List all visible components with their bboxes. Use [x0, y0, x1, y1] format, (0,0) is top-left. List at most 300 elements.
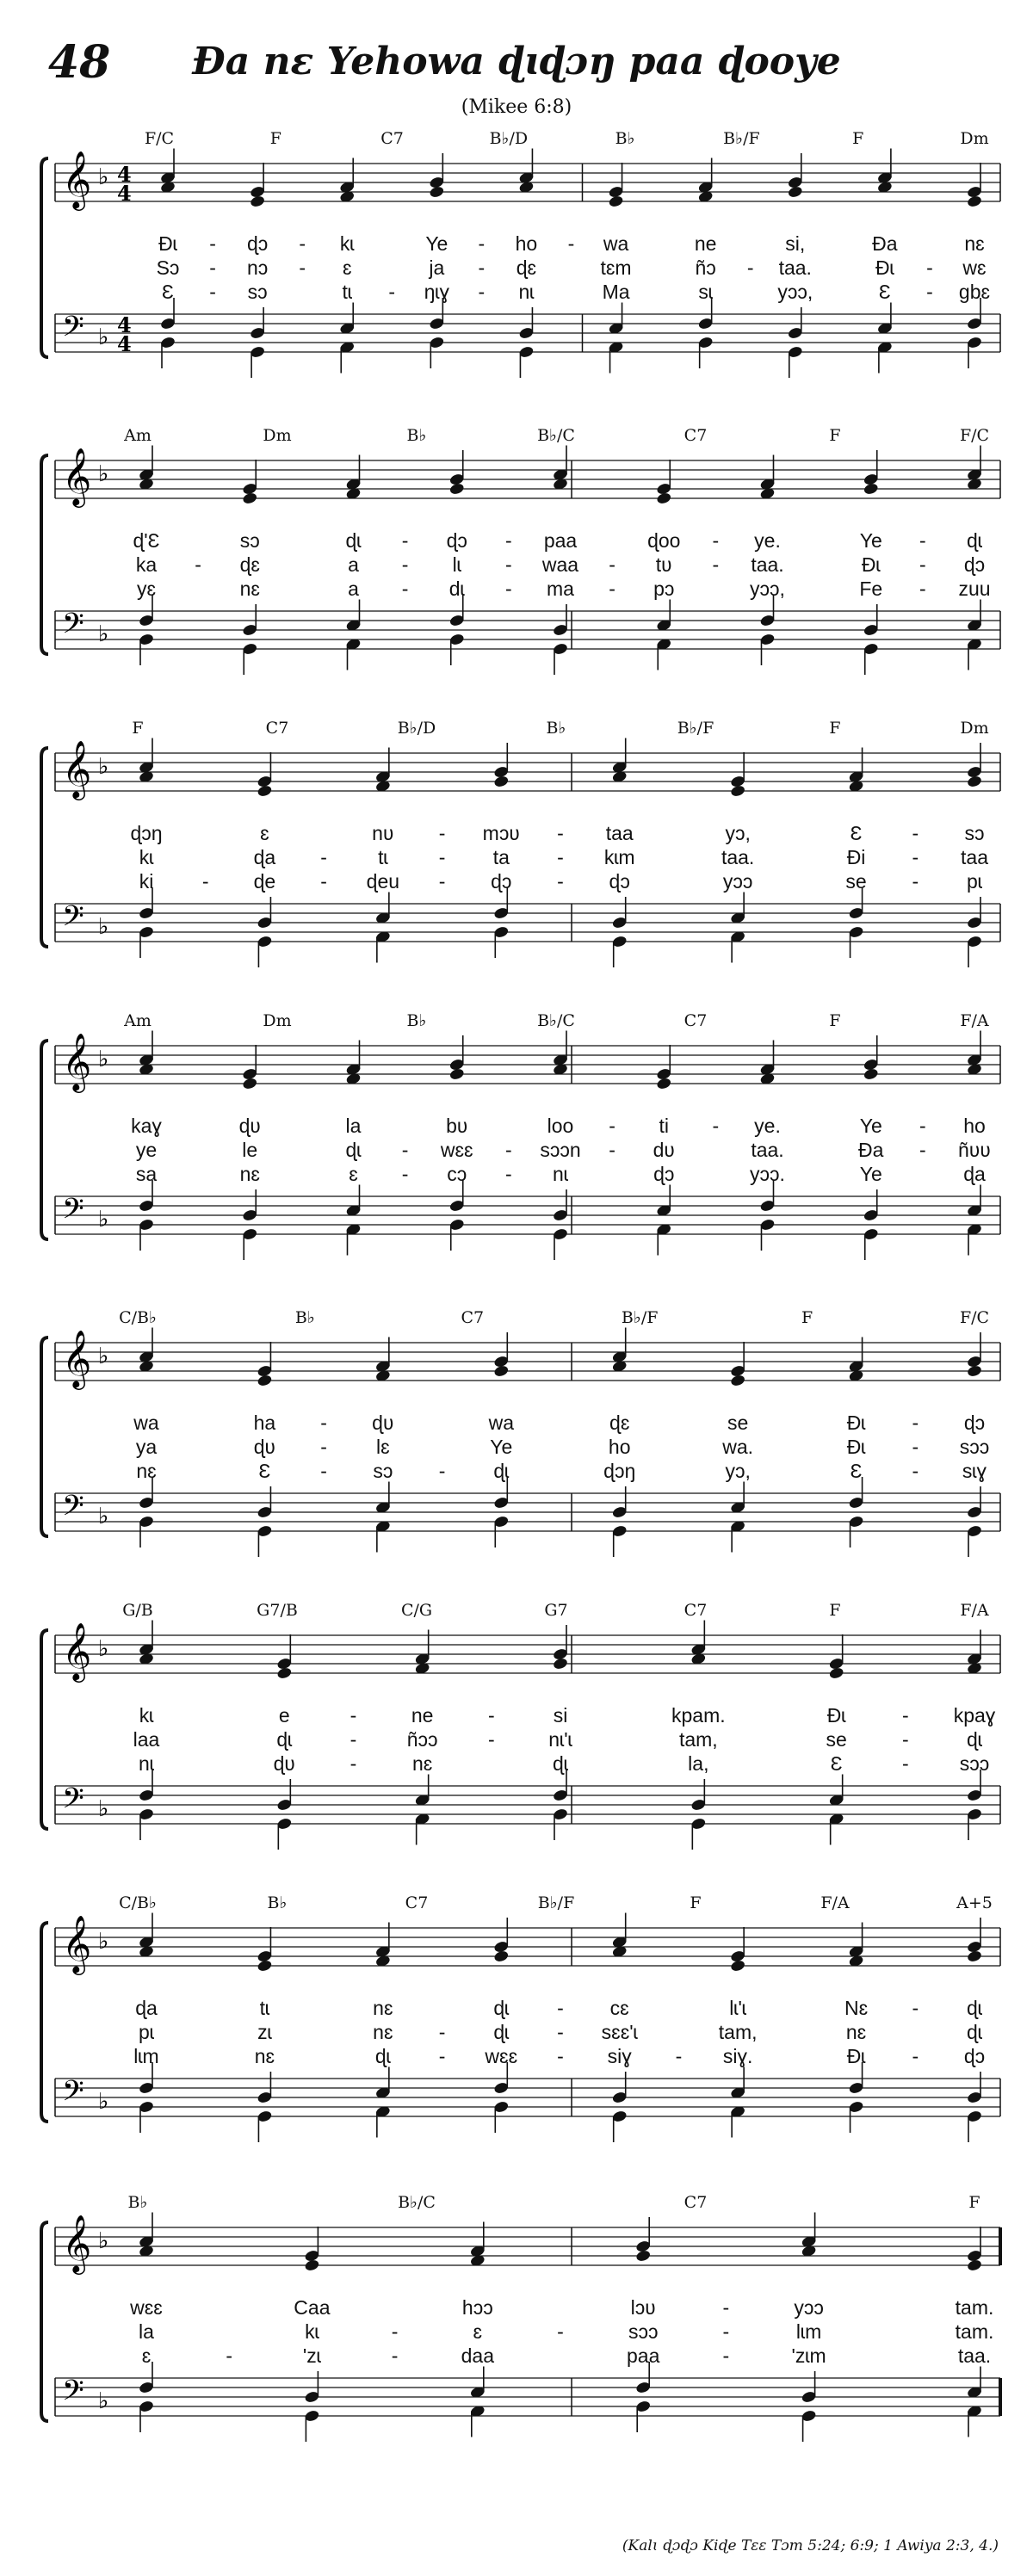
lyric-syllable: Ɖi [846, 846, 866, 868]
lyric-syllable: ɖʋ [253, 1436, 276, 1458]
lyric-syllable: ɖɩ [967, 1728, 982, 1751]
treble-clef-icon: 𝄞 [62, 447, 92, 505]
system-bracket [41, 1337, 48, 1536]
lyric-hyphen: - [320, 846, 327, 868]
chord-symbol: G7/B [257, 1601, 298, 1620]
chord-symbol: C/B♭ [119, 1308, 157, 1327]
lyric-syllable: waa [541, 553, 579, 576]
chord-symbol: G7 [544, 1601, 568, 1620]
lyric-syllable: si, [785, 232, 806, 255]
lyric-syllable: sɔɔ [628, 2320, 659, 2343]
lyric-syllable: ɖɩ [345, 529, 362, 552]
lyric-syllable: ɖɛ [516, 256, 537, 279]
lyric-syllable: 'zɩ [302, 2344, 321, 2367]
lyric-syllable: ñɔ [695, 256, 716, 279]
lyric-hyphen: - [299, 232, 306, 255]
lyric-hyphen: - [478, 281, 486, 303]
chord-symbol: C/B♭ [119, 1893, 157, 1912]
treble-clef-icon: 𝄞 [62, 2214, 92, 2272]
lyric-syllable: Sɔ [156, 256, 180, 279]
lyric-syllable: tɩ [259, 1997, 270, 2019]
score-system [0, 2193, 1033, 2477]
chord-symbol: Dm [263, 426, 292, 445]
lyric-syllable: ɛ [260, 822, 269, 844]
chord-symbol: B♭ [406, 1011, 427, 1030]
lyric-hyphen: - [349, 1728, 357, 1751]
lyric-hyphen: - [438, 822, 446, 844]
lyric-syllable: Ɖɩ [875, 256, 894, 279]
lyric-syllable: nɩ [553, 1163, 568, 1185]
lyric-syllable: e [278, 1704, 290, 1727]
lyric-hyphen: - [401, 578, 409, 600]
lyric-syllable: nɩ [139, 1752, 154, 1775]
lyric-syllable: siɣ. [722, 2045, 753, 2067]
chord-symbol: G/B [122, 1601, 153, 1620]
lyric-hyphen: - [926, 256, 933, 279]
note-head [493, 1364, 510, 1378]
lyric-syllable: ɖa [253, 846, 276, 868]
lyric-syllable: dɩ [448, 578, 465, 600]
lyric-syllable: Ye [425, 232, 448, 255]
lyric-syllable: ɖɩ [374, 2045, 391, 2067]
lyric-syllable: 'zɩm [791, 2344, 826, 2367]
lyric-syllable: ɖɩ [345, 1139, 362, 1161]
chord-symbol: C7 [380, 129, 404, 148]
chord-symbol: F/C [144, 129, 175, 148]
lyric-syllable: nɛ [373, 2021, 393, 2043]
lyric-hyphen: - [557, 846, 564, 868]
lyric-syllable: la [345, 1115, 362, 1137]
note-head [828, 1666, 844, 1680]
staff-svg [0, 1893, 1033, 2178]
lyric-syllable: yɔ, [725, 1460, 751, 1482]
lyric-syllable: tɛm [600, 256, 632, 279]
lyric-syllable: ne [411, 1704, 434, 1727]
lyric-hyphen: - [226, 2344, 233, 2367]
lyric-hyphen: - [505, 578, 512, 600]
lyric-syllable: wa [488, 1412, 514, 1434]
lyric-hyphen: - [919, 1139, 926, 1161]
note-head [448, 1067, 465, 1081]
lyric-syllable: bʋ [446, 1115, 468, 1137]
flat-key-icon: ♭ [98, 2228, 109, 2254]
lyric-hyphen: - [609, 553, 615, 576]
lyric-hyphen: - [438, 2021, 446, 2043]
lyric-syllable: lɩ'ɩ [729, 1997, 747, 2019]
lyric-syllable: ɖɩ [967, 529, 982, 552]
lyric-hyphen: - [401, 529, 409, 552]
lyric-syllable: nʋ [372, 822, 394, 844]
lyric-hyphen: - [401, 553, 409, 576]
note-head [656, 1077, 672, 1090]
lyric-hyphen: - [926, 281, 933, 303]
note-head [429, 185, 445, 199]
song-header [0, 0, 1033, 120]
lyric-syllable: lɩm [133, 2045, 159, 2067]
note-head [787, 185, 803, 199]
lyric-syllable: nɛ [254, 2045, 275, 2067]
lyric-syllable: nɛ [239, 1163, 260, 1185]
lyric-syllable: taa. [751, 1139, 784, 1161]
lyric-hyphen: - [209, 232, 216, 255]
chord-symbol: B♭/C [537, 1011, 575, 1030]
lyric-syllable: si [553, 1704, 568, 1727]
chord-symbol: Dm [960, 129, 989, 148]
flat-key-icon: ♭ [98, 164, 109, 190]
chord-symbol: Am [124, 1011, 152, 1030]
chord-symbol: B♭/D [397, 719, 436, 738]
bass-clef-icon: 𝄢 [62, 2075, 84, 2115]
lyric-hyphen: - [919, 578, 926, 600]
lyric-syllable: sɔɔn [540, 1139, 581, 1161]
lyric-syllable: sɔ [373, 1460, 393, 1482]
lyric-syllable: Ye [490, 1436, 513, 1458]
lyric-syllable: ɖɩ [493, 1460, 510, 1482]
song-title: Ɖa nɛ Yehowa ɖɩɖɔŋ paa ɖooye [192, 40, 841, 83]
lyric-syllable: wɛ [962, 256, 987, 279]
lyric-syllable: laa [133, 1728, 160, 1751]
lyric-syllable: kɩ [139, 1704, 154, 1727]
lyric-hyphen: - [487, 1704, 495, 1727]
lyric-hyphen: - [320, 1460, 327, 1482]
system-bracket [41, 1923, 48, 2122]
lyric-syllable: tɩ [378, 846, 388, 868]
lyric-syllable: se [727, 1412, 749, 1434]
lyric-syllable: ɖa [963, 1163, 986, 1185]
lyric-hyphen: - [609, 578, 615, 600]
lyric-syllable: nɛ [136, 1460, 157, 1482]
lyric-syllable: ɛ [141, 2344, 152, 2367]
lyric-syllable: ti [659, 1115, 669, 1137]
lyric-syllable: Ɛ [878, 281, 891, 303]
note-head [967, 775, 983, 788]
chord-symbol: F [690, 1893, 702, 1912]
lyric-syllable: ñɔɔ [406, 1728, 438, 1751]
note-head [635, 2249, 652, 2263]
lyric-syllable: nɩ'ɩ [548, 1728, 572, 1751]
chord-symbol: B♭/C [398, 2193, 436, 2212]
lyric-syllable: taa [605, 822, 634, 844]
chord-symbol: B♭/F [677, 719, 714, 738]
lyric-hyphen: - [505, 553, 512, 576]
lyric-syllable: ɖɔ [963, 1412, 986, 1434]
lyric-syllable: ɖɔ [963, 553, 986, 576]
lyric-syllable: se [826, 1728, 847, 1751]
lyric-syllable: sɔɔ [959, 1752, 990, 1775]
flat-key-icon: ♭ [98, 1504, 109, 1529]
bass-clef-icon: 𝄢 [62, 1782, 84, 1822]
lyric-syllable: kpam. [671, 1704, 726, 1727]
score-system [0, 129, 1033, 413]
lyric-syllable: Ye [859, 1163, 882, 1185]
chord-symbol: C7 [265, 719, 289, 738]
lyric-syllable: sɔɔ [959, 1436, 990, 1458]
lyric-syllable: ɖɔ [653, 1163, 675, 1185]
lyric-syllable: nɛ [239, 578, 260, 600]
lyric-hyphen: - [505, 529, 512, 552]
lyric-syllable: ka [135, 553, 158, 576]
flat-key-icon: ♭ [98, 914, 109, 940]
lyric-syllable: ha [253, 1412, 276, 1434]
lyric-hyphen: - [438, 1460, 446, 1482]
chord-symbol: A+5 [956, 1893, 993, 1912]
note-head [656, 491, 672, 505]
note-head [257, 1374, 273, 1387]
lyric-syllable: kɩ [305, 2320, 319, 2343]
lyric-syllable: kpaɣ [953, 1704, 996, 1727]
lyric-hyphen: - [557, 2320, 564, 2343]
lyric-hyphen: - [901, 1704, 909, 1727]
lyric-hyphen: - [919, 529, 926, 552]
lyric-syllable: yɔɔ, [750, 578, 785, 600]
score-system [0, 1601, 1033, 1885]
chord-symbol: B♭/D [489, 129, 529, 148]
chord-symbol: F [132, 719, 144, 738]
lyric-syllable: ɖɩ [553, 1752, 568, 1775]
treble-clef-icon: 𝄞 [62, 739, 92, 798]
time-signature-top: 4 [117, 162, 132, 187]
lyric-hyphen: - [609, 1115, 615, 1137]
lyric-hyphen: - [391, 2320, 399, 2343]
chord-symbol: F [829, 719, 841, 738]
treble-clef-icon: 𝄞 [62, 1032, 92, 1090]
note-head [730, 1374, 746, 1387]
lyric-syllable: kɩm [603, 846, 635, 868]
chord-symbol: B♭/F [723, 129, 760, 148]
lyric-syllable: ho [963, 1115, 986, 1137]
lyric-syllable: ɖa [135, 1997, 158, 2019]
lyric-syllable: yɔɔ. [750, 1163, 785, 1185]
lyric-hyphen: - [349, 1752, 357, 1775]
lyric-syllable: sɩɣ [962, 1460, 987, 1482]
lyric-syllable: Caa [294, 2296, 331, 2319]
lyric-syllable: ja [429, 256, 445, 279]
flat-key-icon: ♭ [98, 1207, 109, 1232]
lyric-syllable: ñʋʋ [958, 1139, 991, 1161]
lyric-hyphen: - [901, 1752, 909, 1775]
lyric-hyphen: - [478, 256, 486, 279]
lyric-syllable: sa [135, 1163, 158, 1185]
lyric-syllable: ɖoo [647, 529, 681, 552]
chord-symbol: Am [124, 426, 152, 445]
lyric-syllable: kɩ [339, 232, 355, 255]
system-bracket [41, 2222, 48, 2421]
lyric-syllable: tam, [678, 1728, 718, 1751]
lyric-syllable: dʋ [653, 1139, 675, 1161]
lyric-syllable: sɛɛ'ɩ [601, 2021, 638, 2043]
chord-symbol: F/A [960, 1601, 989, 1620]
flat-key-icon: ♭ [98, 621, 109, 647]
chord-symbol: F/A [960, 1011, 989, 1030]
lyric-syllable: ŋɩɣ [424, 281, 450, 303]
lyric-syllable: taa. [751, 553, 784, 576]
lyric-syllable: wa [133, 1412, 159, 1434]
lyric-syllable: ɖʋ [273, 1752, 296, 1775]
flat-key-icon: ♭ [98, 324, 109, 350]
lyric-hyphen: - [722, 2344, 730, 2367]
lyric-hyphen: - [746, 256, 754, 279]
lyric-syllable: ma [547, 578, 574, 600]
lyric-syllable: sɔ [964, 822, 985, 844]
lyric-syllable: ye. [754, 1115, 781, 1137]
bass-clef-icon: 𝄢 [62, 2375, 84, 2414]
lyric-syllable: a [348, 578, 359, 600]
lyric-hyphen: - [912, 1460, 919, 1482]
lyric-syllable: ɖɔ [609, 870, 630, 893]
chord-symbol: Dm [263, 1011, 292, 1030]
lyric-syllable: ɖɩ [493, 2021, 510, 2043]
chord-symbol: C7 [684, 426, 708, 445]
lyric-hyphen: - [912, 870, 919, 893]
lyric-syllable: yɔɔ [722, 870, 753, 893]
note-head [250, 195, 266, 208]
lyric-syllable: ɛ [349, 1163, 358, 1185]
chord-symbol: B♭/F [537, 1893, 575, 1912]
chord-symbol: F/C [959, 1308, 990, 1327]
chord-symbol: F [801, 1308, 813, 1327]
lyric-hyphen: - [912, 822, 919, 844]
lyric-hyphen: - [401, 1163, 409, 1185]
lyric-hyphen: - [349, 1704, 357, 1727]
lyric-hyphen: - [557, 2045, 564, 2067]
lyric-syllable: ɖɩ [967, 1997, 982, 2019]
chord-symbol: B♭ [267, 1893, 288, 1912]
lyric-hyphen: - [919, 553, 926, 576]
lyric-hyphen: - [912, 846, 919, 868]
lyric-syllable: tɩ [342, 281, 352, 303]
lyric-syllable: taa. [721, 846, 755, 868]
lyric-syllable: ɖʋ [238, 1115, 261, 1137]
lyric-hyphen: - [320, 1436, 327, 1458]
system-bracket [41, 1630, 48, 1829]
note-head [257, 784, 273, 798]
lyric-syllable: Ɛ [258, 1460, 271, 1482]
note-head [493, 775, 510, 788]
note-head [257, 1959, 273, 1973]
lyric-hyphen: - [391, 2344, 399, 2367]
note-head [242, 1077, 258, 1090]
lyric-syllable: wɛɛ [130, 2296, 163, 2319]
lyric-syllable: yɔɔ [794, 2296, 824, 2319]
lyric-hyphen: - [712, 1115, 720, 1137]
score-system [0, 1011, 1033, 1295]
flat-key-icon: ♭ [98, 2388, 109, 2414]
lyric-hyphen: - [320, 870, 327, 893]
lyric-syllable: yɔɔ, [777, 281, 813, 303]
lyric-syllable: ɖɩ [276, 1728, 293, 1751]
lyric-syllable: lɩm [795, 2320, 822, 2343]
lyric-syllable: nɔ [246, 256, 269, 279]
note-head [967, 1949, 983, 1963]
lyric-syllable: Ɖɩ [846, 1412, 866, 1434]
chord-symbol: B♭ [615, 129, 635, 148]
score-system [0, 719, 1033, 1003]
lyric-syllable: Ma [602, 281, 630, 303]
system-bracket [41, 1041, 48, 1239]
lyric-syllable: Ɖɩ [846, 2045, 866, 2067]
lyric-hyphen: - [557, 822, 564, 844]
chord-symbol: F [829, 426, 841, 445]
lyric-syllable: ɖe [253, 870, 276, 893]
lyric-syllable: daa [461, 2344, 494, 2367]
lyric-hyphen: - [901, 1728, 909, 1751]
system-bracket [41, 158, 48, 357]
lyric-syllable: lɛ [376, 1436, 390, 1458]
lyric-hyphen: - [505, 1139, 512, 1161]
staff-svg [0, 719, 1033, 1003]
note-head [730, 1959, 746, 1973]
chord-symbol: F [968, 2193, 980, 2212]
lyric-syllable: Ɖɩ [861, 553, 881, 576]
lyric-syllable: pɩ [139, 2021, 154, 2043]
note-head [304, 2258, 320, 2272]
chord-symbol: F [269, 129, 281, 148]
lyric-syllable: se [845, 870, 867, 893]
note-head [242, 491, 258, 505]
system-bracket [41, 748, 48, 947]
lyric-syllable: kaɣ [131, 1115, 162, 1137]
lyric-hyphen: - [609, 1139, 615, 1161]
lyric-syllable: cɛ [609, 1997, 629, 2019]
system-bracket [41, 455, 48, 654]
lyric-syllable: tam, [718, 2021, 758, 2043]
lyric-syllable: nɛ [411, 1752, 433, 1775]
lyric-syllable: ɖ'Ɛ [133, 529, 160, 552]
note-head [730, 784, 746, 798]
chord-symbol: F/A [820, 1893, 850, 1912]
lyric-syllable: la [139, 2320, 154, 2343]
flat-key-icon: ♭ [98, 1636, 109, 1662]
lyric-syllable: ɖɔ [246, 232, 269, 255]
lyric-hyphen: - [209, 256, 216, 279]
lyric-syllable: sɔ [247, 281, 268, 303]
note-head [863, 482, 879, 496]
lyric-syllable: nɛ [373, 1997, 393, 2019]
lyric-syllable: ɛ [473, 2320, 483, 2343]
chord-symbol: F [829, 1601, 841, 1620]
lyric-syllable: pɔ [653, 578, 675, 600]
score-system [0, 1308, 1033, 1592]
note-head [967, 1364, 983, 1378]
lyric-hyphen: - [505, 1163, 512, 1185]
lyric-hyphen: - [557, 870, 564, 893]
note-head [553, 1657, 569, 1671]
lyric-syllable: wa [603, 232, 629, 255]
lyric-hyphen: - [388, 281, 396, 303]
song-number: 48 [48, 36, 111, 89]
lyric-hyphen: - [912, 2045, 919, 2067]
chord-symbol: C7 [405, 1893, 429, 1912]
lyric-hyphen: - [195, 553, 201, 576]
chord-symbol: Dm [960, 719, 989, 738]
score-system [0, 1893, 1033, 2178]
bass-clef-icon: 𝄢 [62, 900, 84, 940]
lyric-syllable: nɩ [518, 281, 535, 303]
lyric-syllable: ta [492, 846, 510, 868]
chord-symbol: B♭ [127, 2193, 148, 2212]
lyric-syllable: pɩ [967, 870, 982, 893]
treble-clef-icon: 𝄞 [62, 1622, 92, 1680]
chord-symbol: B♭ [406, 426, 427, 445]
lyric-syllable: kɩ [139, 846, 154, 868]
lyric-syllable: taa. [778, 256, 812, 279]
lyric-syllable: ɖɩ [493, 1997, 510, 2019]
lyric-hyphen: - [478, 232, 486, 255]
lyric-syllable: sɔ [239, 529, 260, 552]
lyric-syllable: ɖeu [366, 870, 400, 893]
lyric-syllable: siɣ [607, 2045, 632, 2067]
scripture-reference: (Mikee 6:8) [461, 96, 572, 118]
